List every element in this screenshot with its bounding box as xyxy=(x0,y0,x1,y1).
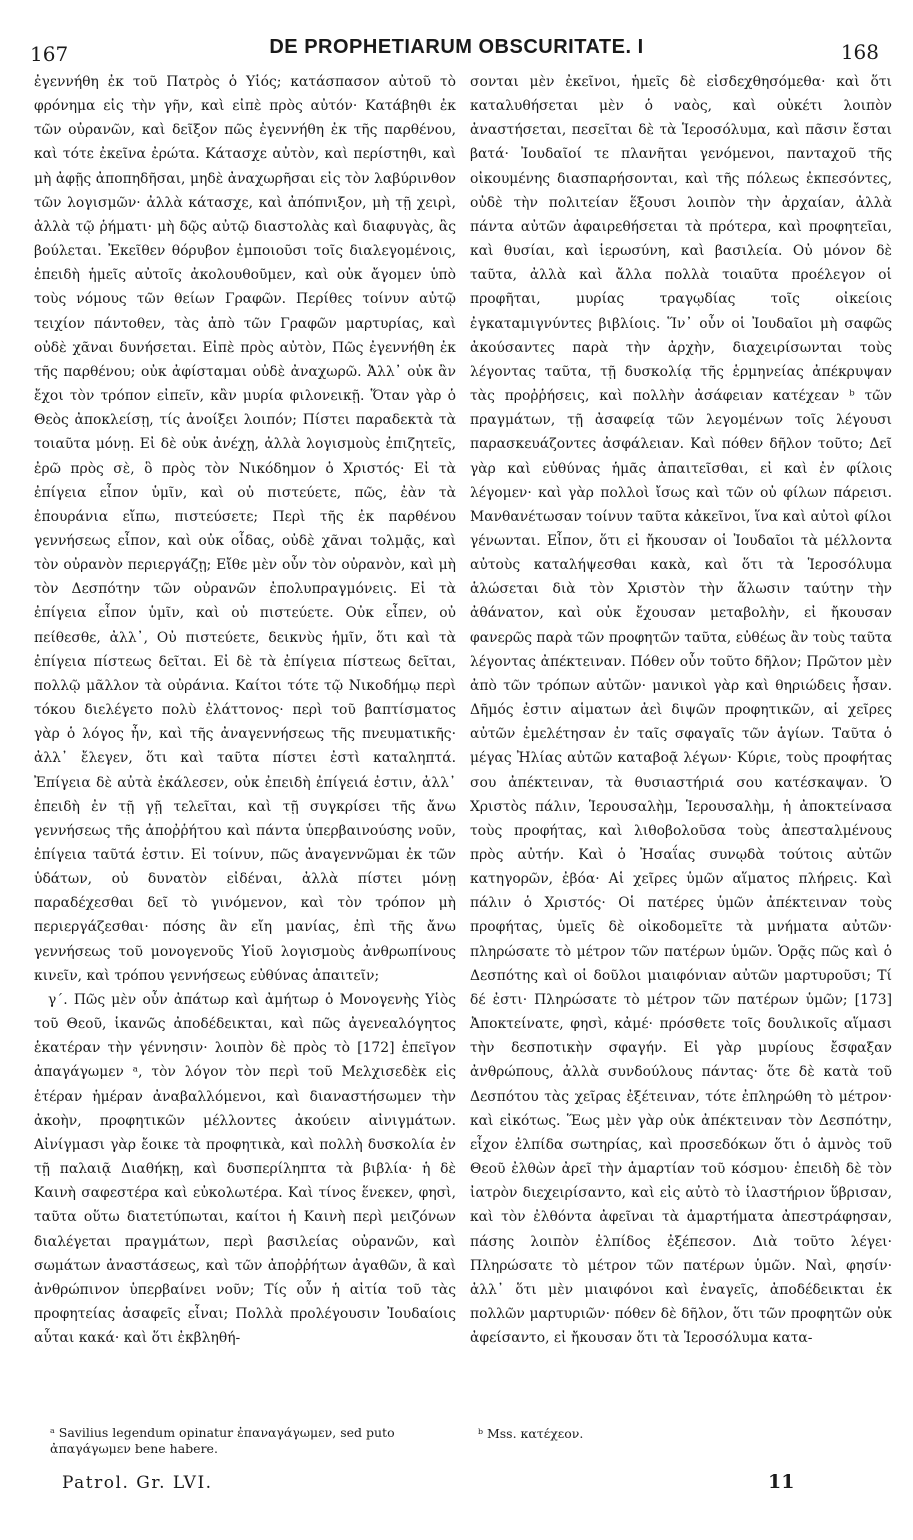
page-header xyxy=(0,0,913,70)
footnote-b: ᵇ Mss. κατέχεον. xyxy=(478,1426,584,1441)
page-number-left: 167 xyxy=(30,42,69,66)
right-paragraph-1: σονται μὲν ἐκεῖνοι, ἡμεῖς δὲ εἰσδεχθησόμεθα· καὶ ὅτι καταλυθήσεται μὲν ὁ ναὸς, καὶ οὐκέτι λοιπὸν ἀναστήσεται, πεσεῖται δὲ τὰ Ἱεροσόλυμα, καὶ πᾶσιν ἔσται βατά· Ἰουδαῖοί τε πλανῆται γενόμενοι, πανταχοῦ τῆς οἰκουμένης διασπαρήσονται, καὶ τῆς πόλεως ἐκπεσόντες, οὐδὲ τὴν πολιτείαν ἕξουσι λοιπὸν τὴν ἀρχαίαν, ἀλλὰ πάντα αὐτῶν ἀφαιρεθήσεται τὰ πρότερα, καὶ προφητεῖαι, καὶ θυσίαι, καὶ ἱερωσύνη, καὶ βασιλεία. Οὐ μόνον δὲ ταῦτα, ἀλλὰ καὶ ἄλλα πολλὰ τοιαῦτα προέλεγον οἱ προφῆται, μυρίας τραγῳδίας τοῖς οἰκείοις ἐγκαταμιγνύντες βιβλίοις. Ἵν᾽ οὖν οἱ Ἰουδαῖοι μὴ σαφῶς ἀκούσαντες παρὰ τὴν ἀρχὴν, διαχειρίσωνται τοὺς λέγοντας ταῦτα, τῇ δυσκολίᾳ τῆς ἑρμηνείας ἀπέκρυψαν τὰς προῤῥήσεις, καὶ πολλὴν ἀσάφειαν κατέχεαν ᵇ τῶν πραγμάτων, τῇ ἀσαφείᾳ τῶν λεγομένων τοῖς λέγουσι παρασκευάζοντες ἀσφάλειαν. Καὶ πόθεν δῆλον τοῦτο; Δεῖ γὰρ καὶ εὐθύνας ἡμᾶς ἀπαιτεῖσθαι, εἰ καὶ ἐν φίλοις λέγομεν· καὶ γὰρ πολλοὶ ἴσως καὶ τῶν οὐ φίλων πάρεισι. Μανθανέτωσαν τοίνυν ταῦτα κἀκεῖνοι, ἵνα καὶ αὐτοὶ φίλοι γένωνται. Εἶπον, ὅτι εἰ ἤκουσαν οἱ Ἰουδαῖοι τὰ μέλλοντα αὐτοὺς καταλήψεσθαι κακὰ, καὶ ὅτι τὰ Ἱεροσόλυμα ἁλώσεται διὰ τὸν Χριστὸν τὴν ἅλωσιν ταύτην τὴν ἀθάνατον, καὶ οὐκ ἔχουσαν μεταβολὴν, εἰ ἤκουσαν φανερῶς παρὰ τῶν προφητῶν ταῦτα, εὐθέως ἂν τοὺς ταῦτα λέγοντας ἀπέκτειναν. Πόθεν οὖν τοῦτο δῆλον; Πρῶτον μὲν ἀπὸ τῶν τρόπων αὐτῶν· μανικοὶ γὰρ καὶ θηριώδεις ἦσαν. Δῆμός ἐστιν αἱματων ἀεὶ διψῶν προφητικῶν, αἱ χεῖρες αὐτῶν ἐμελέτησαν ἐν ταῖς σφαγαῖς τῶν ἁγίων. Ταῦτα ὁ μέγας Ἠλίας αὐτῶν καταβοᾷ λέγων· Κύριε, τοὺς προφήτας σου ἀπέκτειναν, τὰ θυσιαστήριά σου κατέσκαψαν. Ὁ Χριστὸς πάλιν, Ἱερουσαλὴμ, Ἱερουσαλὴμ, ἡ ἀποκτείνασα τοὺς προφήτας, καὶ λιθοβολοῦσα τοὺς ἀπεσταλμένους πρὸς αὐτήν. Καὶ ὁ Ἠσαΐας συνῳδὰ τούτοις αὐτῶν κατηγορῶν, ἐβόα· Αἱ χεῖρες ὑμῶν αἵματος πλήρεις. Καὶ πάλιν ὁ Χριστός· Οἱ πατέρες ὑμῶν ἀπέκτειναν τοὺς προφήτας, ὑμεῖς δὲ οἰκοδομεῖτε τὰ μνήματα αὐτῶν· πληρώσατε τὸ μέτρον τῶν πατέρων ὑμῶν. Ὁρᾷς πῶς καὶ ὁ Δεσπότης καὶ οἱ δοῦλοι μιαιφόνιαν αὐτῶν μαρτυροῦσι; Τί δέ ἐστι· Πληρώσατε τὸ μέτρον τῶν πατέρων ὑμῶν; [173] Ἀποκτείνατε, φησὶ, κἀμέ· πρόσθετε τοῖς δουλικοῖς αἵμασι τὴν δεσποτικὴν σφαγήν. Εἰ γὰρ μυρίους ἔσφαξαν ἀνθρώπους, ἀλλὰ συνδούλους πάντας· ὅτε δὲ κατὰ τοῦ Δεσπότου τὰς χεῖρας ἐξέτειναν, τότε ἐπληρώθη τὸ μέτρον· καὶ εἰκότως. Ἕως μὲν γὰρ οὐκ ἀπέκτειναν τὸν Δεσπότην, εἶχον ἐλπίδα σωτηρίας, καὶ προσεδόκων ὅτι ὁ ἀμνὸς τοῦ Θεοῦ ἐλθὼν ἀρεῖ τὴν ἁμαρτίαν τοῦ κόσμου· ἐπειδὴ δὲ τὸν ἰατρὸν διεχειρίσαντο, καὶ εἰς αὐτὸ τὸ ἱλαστήριον ὕβρισαν, καὶ τὸν ἐλθόντα ἀφεῖναι τὰ ἁμαρτήματα ἀπεστράφησαν, πάσης λοιπὸν ἐλπίδος ἐξέπεσον. Διὰ τοῦτο λέγει· Πληρώσατε τὸ μέτρον τῶν πατέρων ὑμῶν. Ναὶ, φησίν· ἀλλ᾽ ὅτι μὲν μιαιφόνοι καὶ ἐναγεῖς, ἀποδέδεικται ἐκ πολλῶν μαρτυριῶν· πόθεν δὲ δῆλον, ὅτι τῶν προφητῶν οὐκ ἀφείσαντο, εἰ ἤκουσαν ὅτι τὰ Ἱεροσόλυμα κατα- xyxy=(470,74,892,1347)
page-number-right: 168 xyxy=(840,40,879,64)
footer-source: Patrol. Gr. LVI. xyxy=(62,1473,213,1493)
running-title: DE PROPHETIARUM OBSCURITATE. I xyxy=(269,36,644,58)
footnote-a: ᵃ Savilius legendum opinatur ἐπαναγάγωμεν, sed puto ἀπαγάγωμεν bene habere. xyxy=(50,1425,395,1456)
footer-sheet-number: 11 xyxy=(768,1471,795,1493)
left-paragraph-1: ἐγεννήθη ἐκ τοῦ Πατρὸς ὁ Υἱός; κατάσπασον αὐτοῦ τὸ φρόνημα εἰς τὴν γῆν, καὶ εἰπὲ πρὸς αὐτόν· Κατάβηθι ἐκ τῶν οὐρανῶν, καὶ δεῖξον πῶς ἐγεννήθη ἐκ τῆς παρθένου, καὶ τότε ἐκεῖνα ἐρώτα. Κάτασχε αὐτὸν, καὶ περίστηθι, καὶ μὴ ἀφῇς ἀποπηδῆσαι, μηδὲ ἀναχωρῆσαι εἰς τὸν λαβύρινθον τῶν λογισμῶν· ἀλλὰ κάτασχε, καὶ ἀπόπνιξον, μὴ τῇ χειρὶ, ἀλλὰ τῷ ῥήματι· μὴ δῷς αὐτῷ διαστολὰς καὶ διαφυγὰς, ἃς βούλεται. Ἐκεῖθεν θόρυβον ἐμποιοῦσι τοῖς διαλεγομένοις, ἐπειδὴ ἡμεῖς αὐτοῖς ἀκολουθοῦμεν, καὶ οὐκ ἄγομεν ὑπὸ τοὺς νόμους τῶν θείων Γραφῶν. Περίθες τοίνυν αὐτῷ τειχίον πάντοθεν, τὰς ἀπὸ τῶν Γραφῶν μαρτυρίας, καὶ οὐδὲ χᾶναι δυνήσεται. Εἰπὲ πρὸς αὐτὸν, Πῶς ἐγεννήθη ἐκ τῆς παρθένου; οὐκ ἀφίσταμαι οὐδὲ ἀναχωρῶ. Ἀλλ᾽ οὐκ ἂν ἔχοι τὸν τρόπον εἰπεῖν, κἂν μυρία φιλονεικῇ. Ὅταν γὰρ ὁ Θεὸς ἀποκλείσῃ, τίς ἀνοίξει λοιπόν; Πίστει παραδεκτὰ τὰ τοιαῦτα μόνῃ. Εἰ δὲ οὐκ ἀνέχῃ, ἀλλὰ λογισμοὺς ἐπιζητεῖς, ἐρῶ πρὸς σὲ, ὃ πρὸς τὸν Νικόδημον ὁ Χριστός· Εἰ τὰ ἐπίγεια εἶπον ὑμῖν, καὶ οὐ πιστεύετε, πῶς, ἐὰν τὰ ἐπουράνια εἴπω, πιστεύσετε; Περὶ τῆς ἐκ παρθένου γεννήσεως εἶπον, καὶ οὐκ οἶδας, οὐδὲ χᾶναι τολμᾷς, καὶ τὸν οὐρανὸν περιεργάζῃ; Εἴθε μὲν οὖν τὸν οὐρανὸν, καὶ μὴ τὸν Δεσπότην τῶν οὐρανῶν ἐπολυπραγμόνεις. Εἰ τὰ ἐπίγεια εἶπον ὑμῖν, καὶ οὐ πιστεύετε. Οὐκ εἶπεν, οὐ πείθεσθε, ἀλλ᾽, Οὐ πιστεύετε, δεικνὺς ἡμῖν, ὅτι καὶ τὰ ἐπίγεια πίστεως δεῖται. Εἰ δὲ τὰ ἐπίγεια πίστεως δεῖται, πολλῷ μᾶλλον τὰ οὐράνια. Καίτοι τότε τῷ Νικοδήμῳ περὶ τόκου διελέγετο πολὺ ἐλάττονος· περὶ τοῦ βαπτίσματος γὰρ ὁ λόγος ἦν, καὶ τῆς ἀναγεννήσεως τῆς πνευματικῆς· ἀλλ᾽ ἔλεγεν, ὅτι καὶ ταῦτα πίστει ἐστὶ καταληπτά. Ἐπίγεια δὲ αὐτὰ ἐκάλεσεν, οὐκ ἐπειδὴ ἐπίγειά ἐστιν, ἀλλ᾽ ἐπειδὴ ἐν τῇ γῇ τελεῖται, καὶ τῇ συγκρίσει τῆς ἄνω γεννήσεως τῆς ἀποῤῥήτου καὶ πάντα ὑπερβαινούσης νοῦν, ἐπίγεια ταῦτά ἐστιν. Εἰ τοίνυν, πῶς ἀναγεννῶμαι ἐκ τῶν ὑδάτων, οὐ δυνατὸν εἰδέναι, ἀλλὰ πίστει μόνῃ παραδέχεσθαι δεῖ τὸ γινόμενον, καὶ τὸν τρόπον μὴ περιεργάζεσθαι· πόσης ἂν εἴη μανίας, ἐπὶ τῆς ἄνω γεννήσεως τοῦ μονογενοῦς Υἱοῦ λογισμοὺς ἀνθρωπίνους κινεῖν, καὶ τρόπου γεννήσεως εὐθύνας ἀπαιτεῖν; xyxy=(34,74,456,984)
right-column xyxy=(470,70,892,1350)
left-column xyxy=(34,70,456,1350)
left-paragraph-2: γ΄. Πῶς μὲν οὖν ἀπάτωρ καὶ ἀμήτωρ ὁ Μονογενὴς Υἱὸς τοῦ Θεοῦ, ἱκανῶς ἀποδέδεικται, καὶ πῶς ἀγενεαλόγητος ἑκατέραν τὴν γέννησιν· λοιπὸν δὲ πρὸς τὸ [172] ἐπεῖγον ἀπαγάγωμεν ᵃ, τὸν λόγον τὸν περὶ τοῦ Μελχισεδὲκ εἰς ἑτέραν ἡμέραν ἀναβαλλόμενοι, καὶ διαναστήσωμεν τὴν ἀκοὴν, προφητικῶν μέλλοντες ἀκούειν αἰνιγμάτων. Αἰνίγμασι γὰρ ἔοικε τὰ προφητικὰ, καὶ πολλὴ δυσκολία ἐν τῇ παλαιᾷ Διαθήκῃ, καὶ δυσπερίληπτα τὰ βιβλία· ἡ δὲ Καινὴ σαφεστέρα καὶ εὐκολωτέρα. Καὶ τίνος ἕνεκεν, φησὶ, ταῦτα οὕτω διατετύπωται, καίτοι ἡ Καινὴ περὶ μειζόνων διαλέγεται πραγμάτων, περὶ βασιλείας οὐρανῶν, καὶ σωμάτων ἀναστάσεως, καὶ τῶν ἀποῤῥήτων ἀγαθῶν, ἃ καὶ ἀνθρώπινον ὑπερβαίνει νοῦν; Τίς οὖν ἡ αἰτία τοῦ τὰς προφητείας ἀσαφεῖς εἶναι; Πολλὰ προλέγουσιν Ἰουδαίοις αὗται κακά· καὶ ὅτι ἐκβληθή- xyxy=(34,991,456,1347)
